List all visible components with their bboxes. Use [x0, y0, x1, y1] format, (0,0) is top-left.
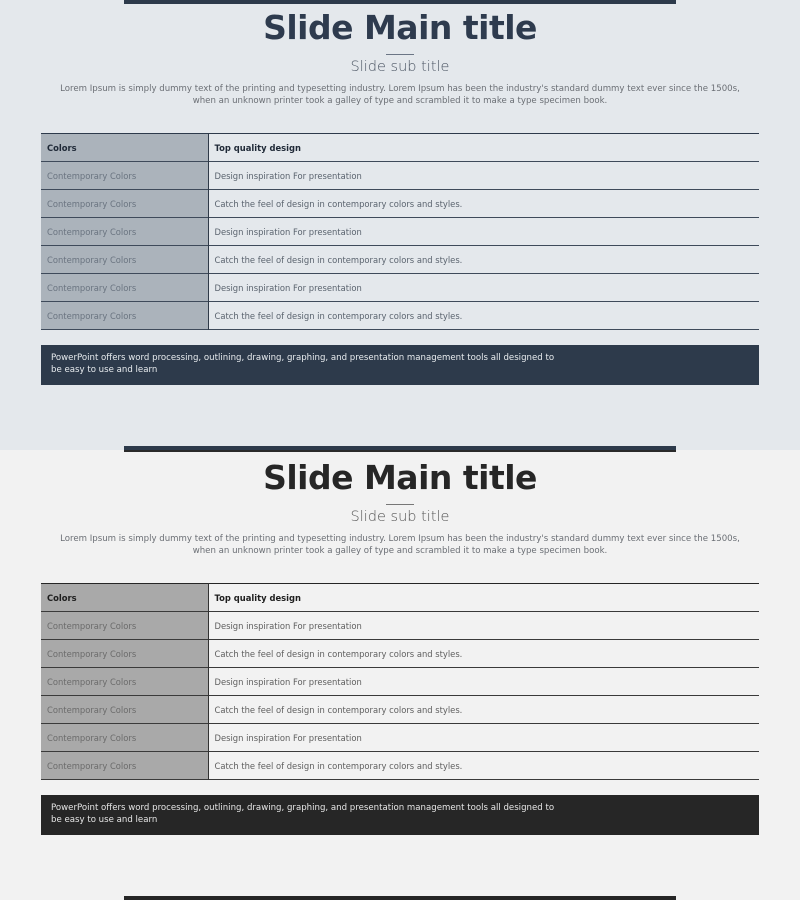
table-cell: Catch the feel of design in contemporary colors and styles. — [208, 696, 759, 724]
title-divider — [386, 54, 414, 55]
table-row — [41, 246, 759, 274]
slide-main-title: Slide Main title — [263, 8, 537, 47]
footer-line: be easy to use and learn — [51, 365, 158, 375]
description-line: when an unknown printer took a galley of type and scrambled it to make a type specimen book. — [192, 96, 608, 106]
table-cell: Contemporary Colors — [41, 246, 208, 274]
table-row — [41, 218, 759, 246]
table-cell: Contemporary Colors — [41, 274, 208, 302]
table-row — [41, 190, 759, 218]
table-cell: Design inspiration For presentation — [208, 668, 759, 696]
table-cell: Contemporary Colors — [41, 752, 208, 780]
table-cell: Catch the feel of design in contemporary colors and styles. — [208, 246, 759, 274]
table-cell: Catch the feel of design in contemporary colors and styles. — [208, 752, 759, 780]
top-accent-bar — [124, 0, 676, 4]
bottom-accent-bar — [124, 896, 676, 900]
footer-line: be easy to use and learn — [51, 815, 158, 825]
table-cell: Design inspiration For presentation — [208, 274, 759, 302]
table-cell: Contemporary Colors — [41, 724, 208, 752]
footer-note-box — [41, 345, 759, 385]
column-header-colors: Colors — [41, 584, 208, 612]
top-accent-bar — [124, 450, 676, 452]
column-header-design: Top quality design — [208, 134, 759, 162]
colors-table — [41, 133, 759, 330]
table-cell: Design inspiration For presentation — [208, 218, 759, 246]
table-cell: Design inspiration For presentation — [208, 612, 759, 640]
table-row — [41, 696, 759, 724]
slide-description — [60, 533, 740, 557]
table-cell: Contemporary Colors — [41, 190, 208, 218]
table-row — [41, 612, 759, 640]
table-row — [41, 302, 759, 330]
slide-description — [60, 83, 740, 107]
table-cell: Contemporary Colors — [41, 612, 208, 640]
table-cell: Design inspiration For presentation — [208, 162, 759, 190]
table-cell: Design inspiration For presentation — [208, 724, 759, 752]
table-cell: Contemporary Colors — [41, 218, 208, 246]
slide-preview-gray — [0, 450, 800, 900]
table-cell: Contemporary Colors — [41, 696, 208, 724]
table-row — [41, 640, 759, 668]
table-cell: Contemporary Colors — [41, 640, 208, 668]
table-cell: Contemporary Colors — [41, 302, 208, 330]
slide-main-title: Slide Main title — [263, 458, 537, 497]
table-row — [41, 274, 759, 302]
description-line: Lorem Ipsum is simply dummy text of the printing and typesetting industry. Lorem Ipsum has been the industry's standard dummy text ever since the 1500s, — [60, 84, 740, 94]
table-cell: Catch the feel of design in contemporary colors and styles. — [208, 302, 759, 330]
footer-line: PowerPoint offers word processing, outlining, drawing, graphing, and presentation management tools all designed to — [51, 353, 555, 363]
title-divider — [386, 504, 414, 505]
table-cell: Catch the feel of design in contemporary colors and styles. — [208, 640, 759, 668]
slide-sub-title: Slide sub title — [350, 59, 450, 75]
table-cell: Contemporary Colors — [41, 162, 208, 190]
description-line: Lorem Ipsum is simply dummy text of the printing and typesetting industry. Lorem Ipsum has been the industry's standard dummy text ever since the 1500s, — [60, 534, 740, 544]
column-header-colors: Colors — [41, 134, 208, 162]
footer-line: PowerPoint offers word processing, outlining, drawing, graphing, and presentation management tools all designed to — [51, 803, 555, 813]
table-row — [41, 724, 759, 752]
description-line: when an unknown printer took a galley of type and scrambled it to make a type specimen book. — [192, 546, 608, 556]
table-row — [41, 668, 759, 696]
table-header-row — [41, 584, 759, 612]
table-cell: Contemporary Colors — [41, 668, 208, 696]
table-row — [41, 162, 759, 190]
colors-table — [41, 583, 759, 780]
table-row — [41, 752, 759, 780]
column-header-design: Top quality design — [208, 584, 759, 612]
table-header-row — [41, 134, 759, 162]
slide-sub-title: Slide sub title — [350, 509, 450, 525]
footer-note-box — [41, 795, 759, 835]
table-cell: Catch the feel of design in contemporary colors and styles. — [208, 190, 759, 218]
